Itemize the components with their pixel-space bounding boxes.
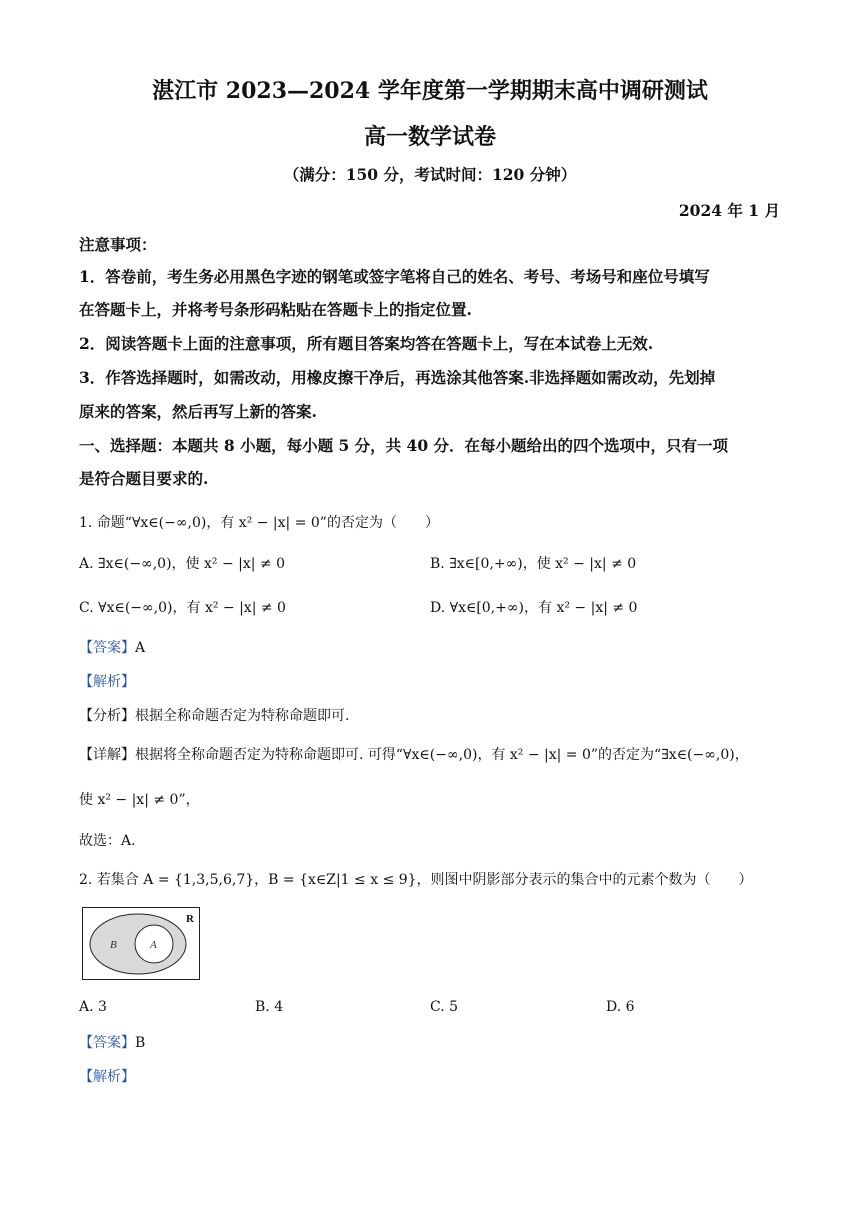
q1-option-c: C. ∀x∈(−∞,0)，有 x² − |x| ≠ 0 xyxy=(79,600,286,616)
q2-answer: B xyxy=(135,1035,146,1051)
notice-heading: 注意事项： xyxy=(79,235,157,254)
notice-item-3-line-2: 原来的答案，然后再写上新的答案. xyxy=(79,402,317,421)
q1-detail-line-1 xyxy=(79,744,749,764)
q1-analysis-tag: 【解析】 xyxy=(79,674,135,690)
q2-stem: 2. 若集合 A = {1,3,5,6,7}，B = {x∈Z|1 ≤ x ≤ 9}，则图中阴影部分表示的集合中的元素个数为（ ） xyxy=(79,872,753,888)
venn-label-a: A xyxy=(150,939,157,951)
notice-item-1-line-2: 在答题卡上，并将考号条形码粘贴在答题卡上的指定位置. xyxy=(79,300,472,319)
q1-stem: 1. 命题“∀x∈(−∞,0)，有 x² − |x| = 0”的否定为（ ） xyxy=(79,515,439,531)
q2-option-d: D. 6 xyxy=(606,999,635,1015)
venn-diagram xyxy=(82,907,200,980)
exam-title: 湛江市 2023—2024 学年度第一学期期末高中调研测试 xyxy=(152,78,708,104)
q1-option-b: B. ∃x∈[0,+∞)，使 x² − |x| ≠ 0 xyxy=(430,556,637,572)
venn-label-r: R xyxy=(186,913,194,925)
q1-fenxi-line xyxy=(79,705,349,725)
notice-item-3-line-1: 3．作答选择题时，如需改动，用橡皮擦干净后，再选涂其他答案.非选择题如需改动，先划掉 xyxy=(79,368,716,387)
q1-conclusion: 故选：A. xyxy=(79,833,136,849)
exam-date: 2024 年 1 月 xyxy=(678,201,780,220)
q2-answer-tag: 【答案】 xyxy=(79,1035,135,1051)
q1-answer-line xyxy=(79,637,145,657)
q2-option-b: B. 4 xyxy=(255,999,284,1015)
section-heading-line-2: 是符合题目要求的. xyxy=(79,469,209,488)
q1-option-d: D. ∀x∈[0,+∞)，有 x² − |x| ≠ 0 xyxy=(430,600,638,616)
q1-answer: A xyxy=(135,640,146,656)
venn-label-b: B xyxy=(110,939,117,951)
q1-fenxi-tag: 【分析】 xyxy=(79,708,135,724)
q1-detail-tag: 【详解】 xyxy=(79,747,135,763)
venn-diagram-svg xyxy=(83,908,199,979)
q2-option-a: A. 3 xyxy=(79,999,107,1015)
q1-fenxi-text: 根据全称命题否定为特称命题即可. xyxy=(135,708,350,724)
section-heading-line-1: 一、选择题：本题共 8 小题，每小题 5 分，共 40 分．在每小题给出的四个选项中，只有一项 xyxy=(79,436,729,455)
exam-subtitle: 高一数学试卷 xyxy=(363,124,496,150)
q2-answer-line xyxy=(79,1032,145,1052)
q1-option-a: A. ∃x∈(−∞,0)，使 x² − |x| ≠ 0 xyxy=(79,556,285,572)
exam-info: （满分：150 分，考试时间：120 分钟） xyxy=(283,165,577,184)
q1-answer-tag: 【答案】 xyxy=(79,640,135,656)
q2-option-c: C. 5 xyxy=(430,999,459,1015)
q1-detail-text: 根据将全称命题否定为特称命题即可. 可得“∀x∈(−∞,0)，有 x² − |x| = 0”的否定为“∃x∈(−∞,0)， xyxy=(135,747,749,763)
notice-item-2: 2．阅读答题卡上面的注意事项，所有题目答案均答在答题卡上，写在本试卷上无效. xyxy=(79,334,654,353)
q2-analysis-tag: 【解析】 xyxy=(79,1069,135,1085)
q1-detail-line-2: 使 x² − |x| ≠ 0”， xyxy=(79,792,200,808)
notice-item-1-line-1: 1．答卷前，考生务必用黑色字迹的钢笔或签字笔将自己的姓名、考号、考场号和座位号填写 xyxy=(79,267,710,286)
